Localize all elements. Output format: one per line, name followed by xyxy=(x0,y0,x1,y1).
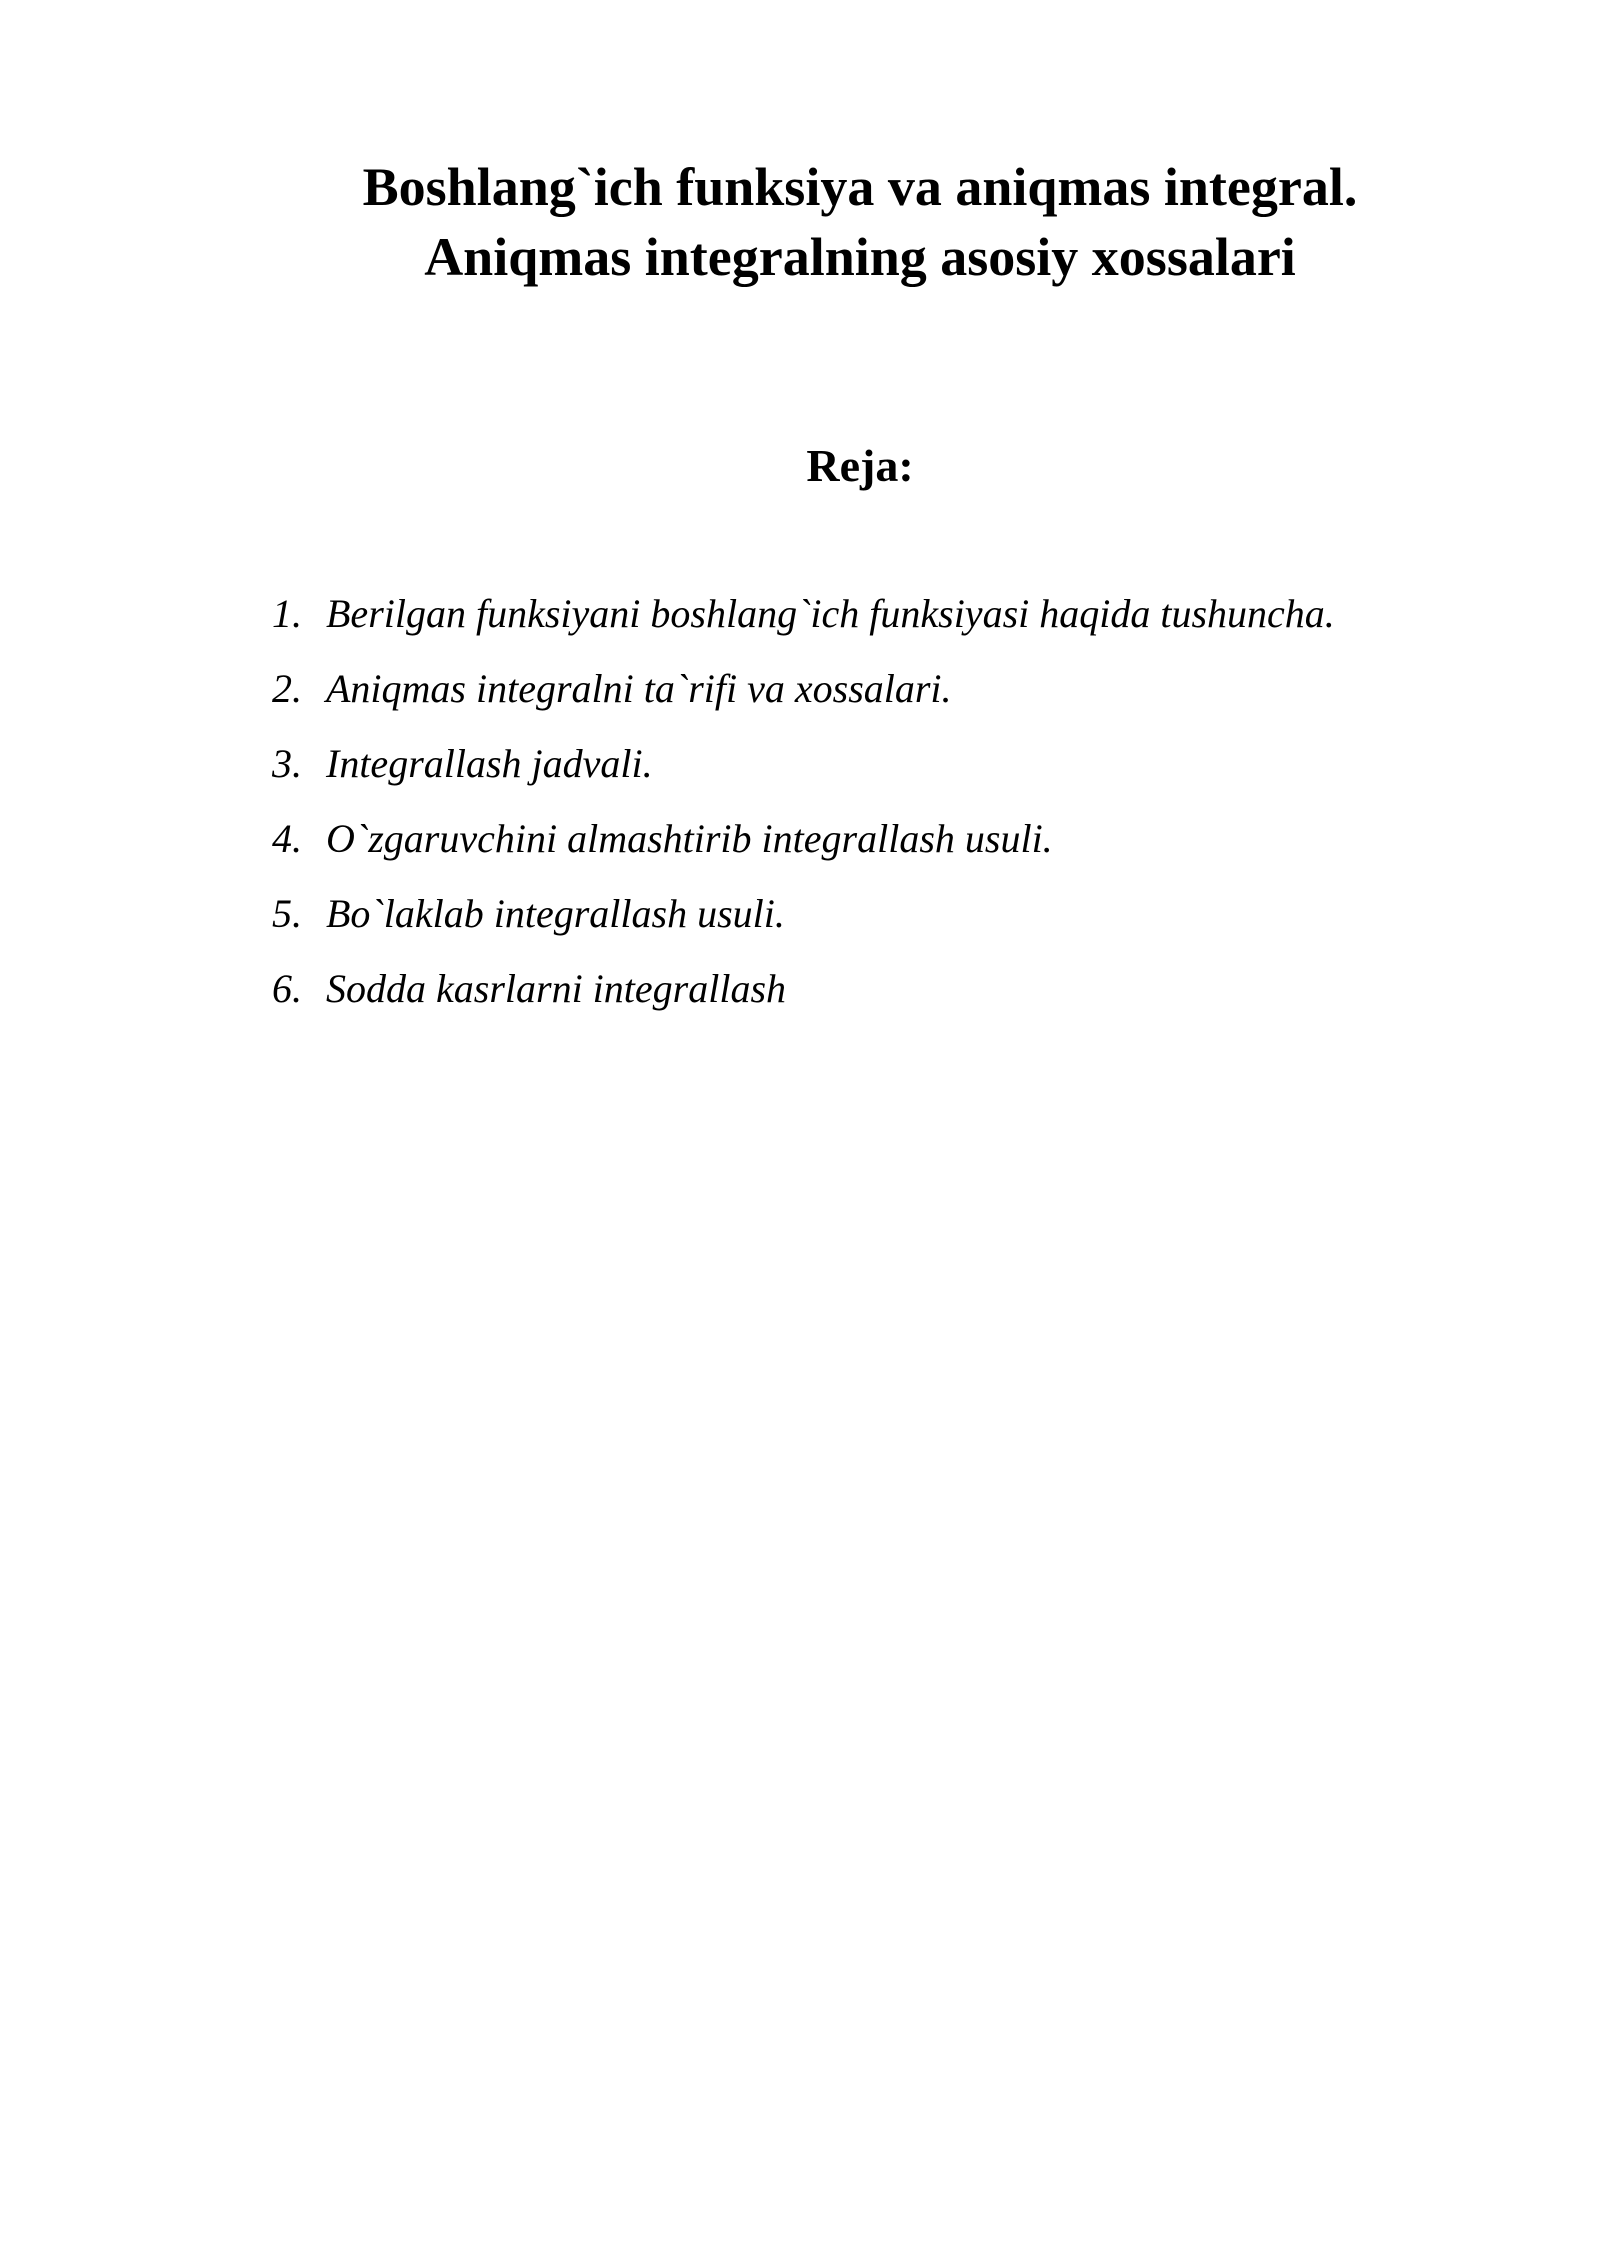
plan-item-number: 2. xyxy=(272,666,302,711)
plan-item-number: 5. xyxy=(272,891,302,936)
plan-heading: Reja: xyxy=(806,440,914,491)
plan-item-number: 1. xyxy=(272,591,302,636)
plan-item xyxy=(272,659,1532,734)
title-line-1: Boshlang`ich funksiya va aniqmas integral. xyxy=(362,157,1358,217)
plan-item-text: O`zgaruvchini almashtirib integrallash usuli. xyxy=(326,816,1053,861)
plan-item-number: 3. xyxy=(272,741,302,786)
plan-item xyxy=(272,809,1532,884)
plan-item-number: 6. xyxy=(272,966,302,1011)
plan-item-text: Integrallash jadvali. xyxy=(326,741,653,786)
plan-item-text: Bo`laklab integrallash usuli. xyxy=(326,891,785,936)
plan-item xyxy=(272,884,1532,959)
plan-item xyxy=(272,584,1532,659)
plan-item-text: Berilgan funksiyani boshlang`ich funksiyasi haqida tushuncha. xyxy=(326,591,1335,636)
page-title xyxy=(270,152,1450,292)
plan-item-number: 4. xyxy=(272,816,302,861)
plan-item xyxy=(272,734,1532,809)
plan-list xyxy=(272,584,1532,1034)
plan-item-text: Aniqmas integralni ta`rifi va xossalari. xyxy=(326,666,952,711)
plan-item-text: Sodda kasrlarni integrallash xyxy=(326,966,787,1011)
title-line-2: Aniqmas integralning asosiy xossalari xyxy=(424,227,1296,287)
plan-item xyxy=(272,959,1532,1034)
